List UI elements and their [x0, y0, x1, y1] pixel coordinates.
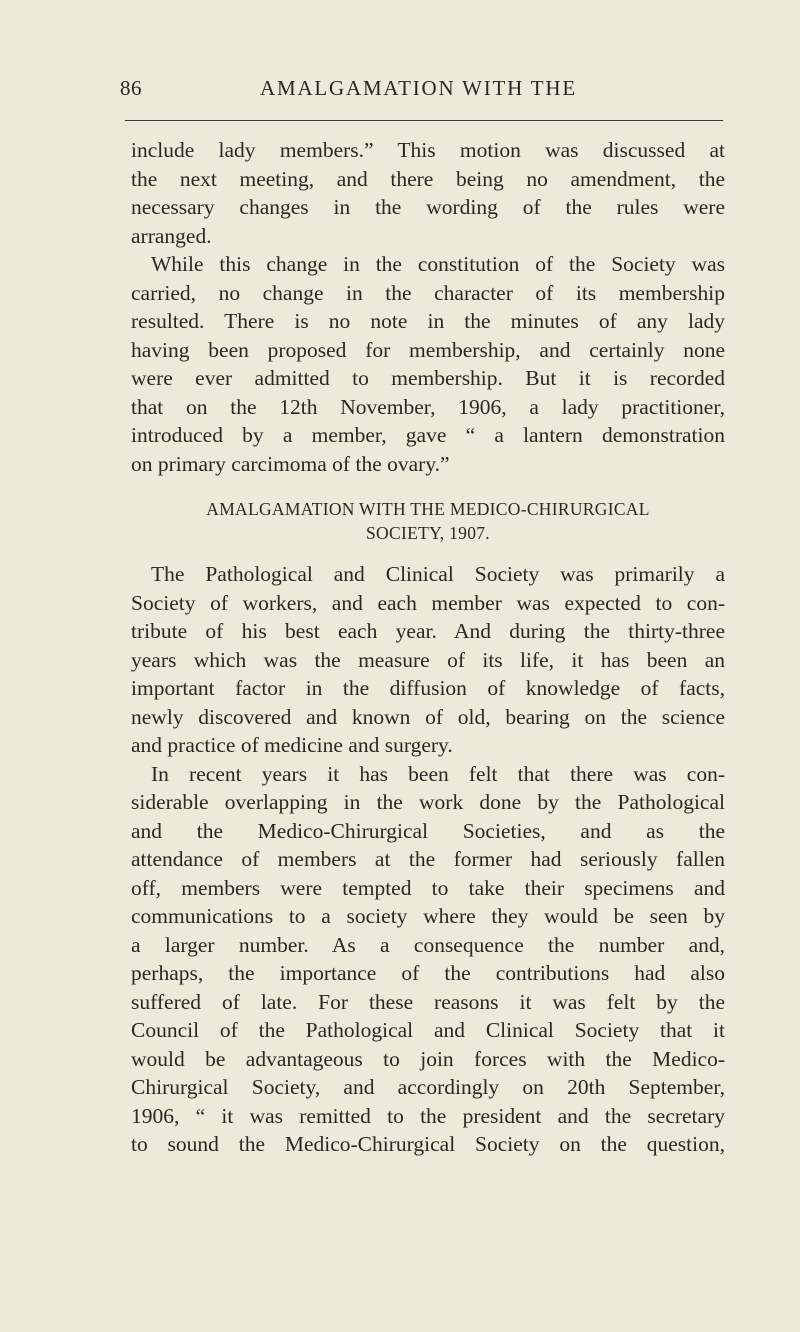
text-line: off, members were tempted to take their specimens and — [131, 875, 725, 900]
text-line: the next meeting, and there being no amendment, the — [131, 166, 725, 191]
text-line: important factor in the diffusion of knowledge of facts, — [131, 676, 725, 700]
text-line: 1906, “ it was remitted to the president and the secretary — [131, 1103, 725, 1128]
section-heading — [131, 497, 725, 545]
section-heading-line-2: SOCIETY, 1907. — [366, 523, 490, 543]
text-line: Chirurgical Society, and accordingly on 20th September, — [131, 1075, 725, 1099]
text-line: having been proposed for membership, and certainly none — [131, 337, 725, 362]
paragraph-3 — [131, 560, 725, 760]
text-line: attendance of members at the former had seriously fallen — [131, 847, 725, 871]
text-line: newly discovered and known of old, bearing on the science — [131, 704, 725, 729]
header-rule — [125, 120, 723, 121]
text-line: a larger number. As a consequence the number and, — [131, 932, 725, 957]
text-line: While this change in the constitution of the Society was — [151, 252, 725, 276]
text-line: communications to a society where they would be seen by — [131, 904, 725, 928]
running-head: AMALGAMATION WITH THE — [260, 76, 577, 100]
text-line: perhaps, the importance of the contributions had also — [131, 961, 725, 985]
text-line: suffered of late. For these reasons it was felt by the — [131, 989, 725, 1014]
text-line: that on the 12th November, 1906, a lady practitioner, — [131, 394, 725, 419]
text-line: introduced by a member, gave “ a lantern demonstration — [131, 423, 725, 447]
text-line: siderable overlapping in the work done by the Pathological — [131, 790, 725, 814]
text-line: include lady members.” This motion was discussed at — [131, 138, 725, 162]
text-line: to sound the Medico-Chirurgical Society on the question, — [131, 1132, 725, 1156]
text-line: and practice of medicine and surgery. — [131, 733, 453, 757]
text-line: on primary carcimoma of the ovary.” — [131, 451, 450, 476]
text-line: resulted. There is no note in the minutes of any lady — [131, 309, 725, 333]
paragraph-2 — [131, 250, 725, 478]
text-line: years which was the measure of its life, it has been an — [131, 647, 725, 672]
text-line: carried, no change in the character of its membership — [131, 280, 725, 305]
section-heading-line-1: AMALGAMATION WITH THE MEDICO-CHIRURGICAL — [206, 499, 650, 519]
text-line: Society of workers, and each member was expected to con- — [131, 590, 725, 615]
text-line: Council of the Pathological and Clinical Society that it — [131, 1018, 725, 1042]
text-line: and the Medico-Chirurgical Societies, and as the — [131, 818, 725, 843]
text-line: The Pathological and Clinical Society was primarily a — [151, 562, 725, 586]
text-line: were ever admitted to membership. But it is recorded — [131, 366, 725, 390]
text-line: In recent years it has been felt that there was con- — [151, 761, 725, 786]
paragraph-4 — [131, 760, 725, 1159]
body-text — [131, 136, 725, 1159]
paragraph-1 — [131, 136, 725, 250]
text-line: would be advantageous to join forces with the Medico- — [131, 1046, 725, 1071]
text-line: necessary changes in the wording of the rules were — [131, 195, 725, 219]
text-line: tribute of his best each year. And during the thirty-three — [131, 619, 725, 643]
text-line: arranged. — [131, 223, 212, 248]
page-number: 86 — [120, 76, 142, 100]
page-header — [120, 76, 725, 110]
